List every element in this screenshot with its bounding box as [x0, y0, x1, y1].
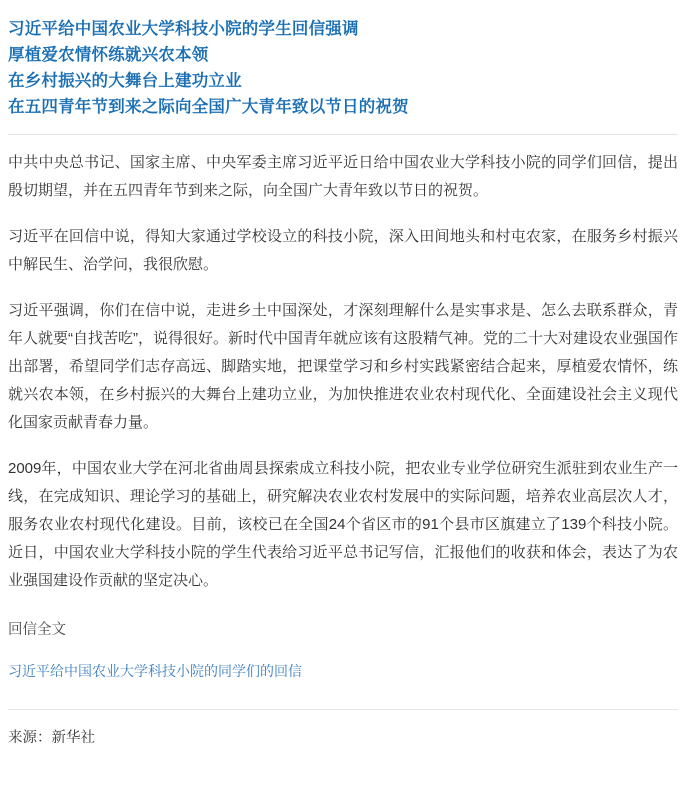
source-text: 来源：新华社: [8, 730, 95, 746]
body-paragraph-3: 习近平强调，你们在信中说，走进乡土中国深处，才深刻理解什么是实事求是、怎么去联系群众，青年人就要“自找苦吃”，说得很好。新时代中国青年就应该有这股精气神。党的二十大对建设农业强国作出部署，希望同学们志存高远、脚踏实地，把课堂学习和乡村实践紧密结合起来，厚植爱农情怀，练就兴农本领，在乡村振兴的大舞台上建功立业，为加快推进农业农村现代化、全面建设社会主义现代化国家贡献青春力量。: [8, 302, 678, 431]
headline-line-1: 习近平给中国农业大学科技小院的学生回信强调: [8, 20, 359, 38]
fulltext-link[interactable]: 习近平给中国农业大学科技小院的同学们的回信: [8, 663, 302, 679]
body-paragraph-2: 习近平在回信中说，得知大家通过学校设立的科技小院，深入田间地头和村屯农家，在服务乡村振兴中解民生、治学问，我很欣慰。: [8, 228, 678, 273]
headline-line-2: 厚植爱农情怀练就兴农本领: [8, 46, 209, 64]
fulltext-label: 回信全文: [8, 622, 66, 638]
headline-line-3: 在乡村振兴的大舞台上建功立业: [8, 72, 242, 90]
body-paragraph-4: 2009年，中国农业大学在河北省曲周县探索成立科技小院，把农业专业学位研究生派驻到农业生产一线，在完成知识、理论学习的基础上，研究解决农业农村发展中的实际问题，培养农业高层次人才，服务农业农村现代化建设。目前，该校已在全国24个省区市的91个县市区旗建立了139个科技小院。近日，中国农业大学科技小院的学生代表给习近平总书记写信，汇报他们的收获和体会，表达了为农业强国建设作贡献的坚定决心。: [8, 460, 678, 589]
article-body: [8, 149, 678, 595]
article-headline: [8, 16, 678, 120]
headline-divider: [8, 134, 678, 135]
headline-line-4: 在五四青年节到来之际向全国广大青年致以节日的祝贺: [8, 98, 409, 116]
source-divider: [8, 709, 678, 710]
body-paragraph-1: 中共中央总书记、国家主席、中央军委主席习近平近日给中国农业大学科技小院的同学们回信，提出殷切期望，并在五四青年节到来之际，向全国广大青年致以节日的祝贺。: [8, 154, 678, 199]
